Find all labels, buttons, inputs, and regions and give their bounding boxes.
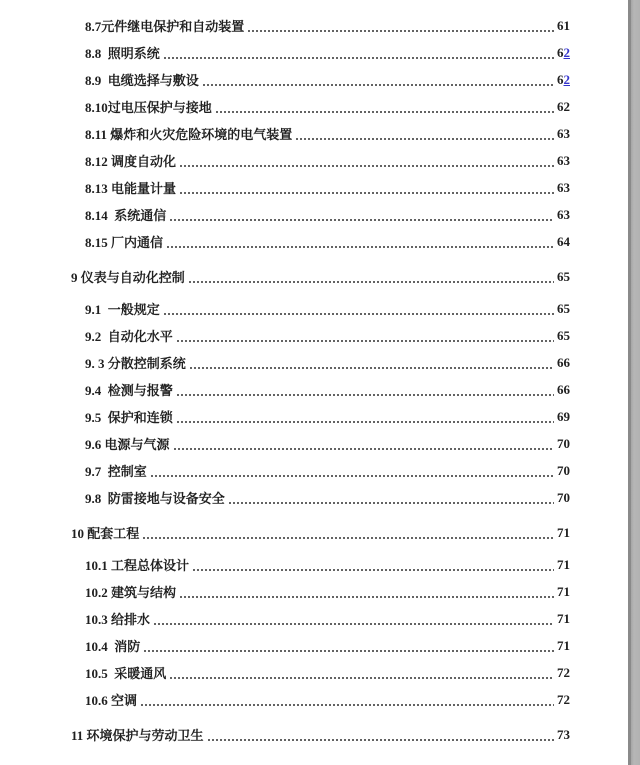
toc-dot-leader [176,322,554,349]
toc-page-number [557,584,570,600]
toc-page-number-main: 71 [557,524,570,540]
toc-entry[interactable] [0,659,570,686]
toc-page-number [557,463,570,479]
toc-dot-leader [188,263,554,290]
toc-page-number [557,727,570,743]
toc-entry-label: 8.13 电能量计量 [85,181,177,196]
toc-dot-leader [166,228,554,255]
toc-dot-leader [150,457,554,484]
toc-page-number [557,269,570,285]
toc-page-number-main: 71 [557,637,570,653]
toc-page-number [557,207,570,223]
toc-dot-leader [179,147,554,174]
toc-entry-label: 9.1 一般规定 [85,302,160,317]
toc-page-number-main: 70 [557,462,570,478]
toc-entry-label: 10.6 空调 [85,693,138,708]
toc-dot-leader [189,349,554,376]
toc-entry[interactable] [0,578,570,605]
toc-dot-leader [169,201,554,228]
toc-page-number-main: 62 [557,98,570,114]
toc-entry[interactable] [0,632,570,659]
toc-page-number-main: 66 [557,381,570,397]
toc-page-number-main: 70 [557,435,570,451]
toc-page-number-main: 72 [557,691,570,707]
toc-page-number [557,557,570,573]
toc-entry[interactable] [0,551,570,578]
toc-entry[interactable] [0,349,570,376]
toc-entry-label: 9.4 检测与报警 [85,383,173,398]
toc-dot-leader [143,632,554,659]
toc-entry[interactable] [0,721,570,748]
toc-entry[interactable] [0,174,570,201]
toc-entry[interactable] [0,322,570,349]
toc-entry[interactable] [0,201,570,228]
toc-page-number [557,234,570,250]
toc-page-number-main: 65 [557,327,570,343]
toc-entry[interactable] [0,430,570,457]
toc-page-number-main: 63 [557,152,570,168]
toc-entry[interactable] [0,39,570,66]
toc-page-number [557,611,570,627]
toc-dot-leader [179,174,554,201]
toc-entry[interactable] [0,120,570,147]
toc-page-number-main: 63 [557,179,570,195]
toc-dot-leader [140,686,554,713]
toc-page-number [557,525,570,541]
toc-dot-leader [192,551,554,578]
toc-entry[interactable] [0,12,570,39]
toc-entry[interactable] [0,295,570,322]
toc-list [0,12,570,753]
toc-dot-leader [207,721,554,748]
toc-entry-label: 10.1 工程总体设计 [85,558,190,573]
toc-page-number [557,382,570,398]
toc-entry-label: 10.3 给排水 [85,612,151,627]
toc-entry-label: 9.6 电源与气源 [85,437,170,452]
toc-dot-leader [179,578,554,605]
toc-entry[interactable] [0,93,570,120]
toc-page-number-main: 63 [557,206,570,222]
toc-entry-label: 9.7 控制室 [85,464,147,479]
toc-entry-label: 8.7元件继电保护和自动装置 [85,19,245,34]
toc-entry[interactable] [0,66,570,93]
toc-page-number [557,153,570,169]
toc-page-number-main: 63 [557,125,570,141]
page-edge [628,0,640,765]
toc-entry[interactable] [0,228,570,255]
toc-entry-label: 8.12 调度自动化 [85,154,177,169]
toc-dot-leader [247,12,554,39]
toc-dot-leader [163,295,554,322]
toc-entry[interactable] [0,147,570,174]
toc-dot-leader [153,605,554,632]
toc-entry-label: 11 环境保护与劳动卫生 [71,728,204,743]
toc-entry[interactable] [0,263,570,290]
toc-dot-leader [173,430,554,457]
toc-entry[interactable] [0,686,570,713]
toc-dot-leader [142,519,554,546]
toc-entry-label: 9. 3 分散控制系统 [85,356,186,371]
toc-page-number [557,328,570,344]
toc-page-number-main: 65 [557,268,570,284]
toc-entry[interactable] [0,376,570,403]
toc-page-number-main: 65 [557,300,570,316]
toc-page-number [557,301,570,317]
toc-page-number [557,692,570,708]
toc-dot-leader [295,120,554,147]
toc-entry[interactable] [0,484,570,511]
toc-page-number [557,72,570,88]
toc-page-number-main: 61 [557,17,570,33]
toc-page-number [557,355,570,371]
toc-entry-label: 9 仪表与自动化控制 [71,270,185,285]
toc-page-number-main: 6 [557,71,564,87]
toc-page-number [557,436,570,452]
toc-page-number-main: 6 [557,44,564,60]
toc-page-number-main: 70 [557,489,570,505]
toc-entry-label: 8.11 爆炸和火灾危险环境的电气装置 [85,127,293,142]
toc-entry-label: 9.5 保护和连锁 [85,410,173,425]
toc-entry-label: 10 配套工程 [71,526,140,541]
toc-page-number [557,126,570,142]
toc-dot-leader [176,403,554,430]
toc-page-number [557,99,570,115]
toc-dot-leader [176,376,554,403]
toc-page-number-main: 71 [557,556,570,572]
toc-entry-label: 10.4 消防 [85,639,141,654]
toc-page-number-link[interactable]: 2 [563,71,570,87]
toc-entry[interactable] [0,519,570,546]
toc-entry-label: 9.2 自动化水平 [85,329,173,344]
toc-page-number [557,409,570,425]
toc-entry-label: 8.10过电压保护与接地 [85,100,212,115]
toc-page-number-main: 69 [557,408,570,424]
toc-page-number [557,18,570,34]
toc-page-number-main: 71 [557,610,570,626]
toc-entry[interactable] [0,605,570,632]
toc-dot-leader [215,93,554,120]
toc-dot-leader [202,66,554,93]
toc-page-number-main: 73 [557,726,570,742]
toc-entry-label: 10.2 建筑与结构 [85,585,177,600]
toc-dot-leader [228,484,554,511]
toc-entry-label: 9.8 防雷接地与设备安全 [85,491,225,506]
toc-page-number-link[interactable]: 2 [563,44,570,60]
toc-page-number [557,638,570,654]
toc-entry[interactable] [0,403,570,430]
toc-page-number-main: 64 [557,233,570,249]
toc-entry[interactable] [0,457,570,484]
toc-entry-label: 8.14 系统通信 [85,208,167,223]
toc-page-number [557,490,570,506]
toc-page-number-main: 71 [557,583,570,599]
toc-page-number-main: 72 [557,664,570,680]
toc-dot-leader [169,659,554,686]
toc-page-number-main: 66 [557,354,570,370]
toc-page-number [557,665,570,681]
toc-page-number [557,45,570,61]
toc-entry-label: 8.8 照明系统 [85,46,160,61]
toc-dot-leader [163,39,554,66]
toc-entry-label: 10.5 采暖通风 [85,666,167,681]
toc-entry-label: 8.9 电缆选择与敷设 [85,73,199,88]
toc-entry-label: 8.15 厂内通信 [85,235,164,250]
toc-page-number [557,180,570,196]
